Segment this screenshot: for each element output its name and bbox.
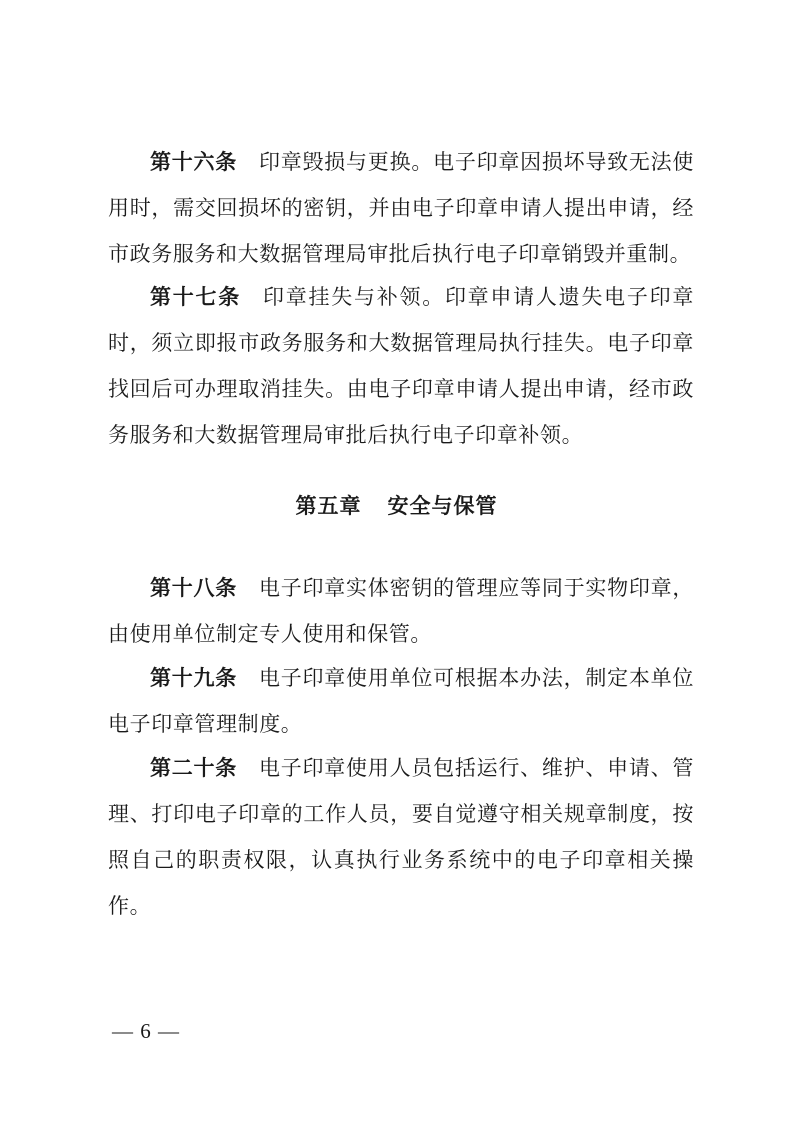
article-20-text: 电子印章使用人员包括运行、维护、申请、管理、打印电子印章的工作人员，要自觉遵守相关规章制度，按照自己的职责权限，认真执行业务系统中的电子印章相关操作。 [108, 756, 694, 918]
article-19-heading: 第十九条 [150, 666, 238, 690]
article-18-text: 电子印章实体密钥的管理应等同于实物印章，由使用单位制定专人使用和保管。 [108, 576, 694, 646]
article-19 [108, 655, 694, 747]
article-17-text: 印章挂失与补领。印章申请人遗失电子印章时，须立即报市政务服务和大数据管理局执行挂失。电子印章找回后可办理取消挂失。由电子印章申请人提出申请，经市政务服务和大数据管理局审批后执行电子印章补领。 [108, 285, 694, 447]
article-19-text: 电子印章使用单位可根据本办法，制定本单位电子印章管理制度。 [108, 666, 694, 736]
article-18-heading: 第十八条 [150, 576, 238, 600]
chapter-title [0, 490, 793, 520]
article-16 [108, 139, 694, 277]
article-20-heading: 第二十条 [150, 756, 238, 780]
chapter-number: 第五章 [295, 494, 362, 518]
article-17 [108, 274, 694, 458]
page-number: — 6 — [112, 1019, 180, 1043]
chapter-name: 安全与保管 [387, 494, 498, 518]
article-17-heading: 第十七条 [150, 285, 241, 309]
article-18 [108, 565, 694, 657]
article-16-text: 印章毁损与更换。电子印章因损坏导致无法使用时，需交回损坏的密钥，并由电子印章申请人提出申请，经市政务服务和大数据管理局审批后执行电子印章销毁并重制。 [108, 150, 694, 266]
article-16-heading: 第十六条 [150, 150, 238, 174]
article-20 [108, 745, 694, 929]
